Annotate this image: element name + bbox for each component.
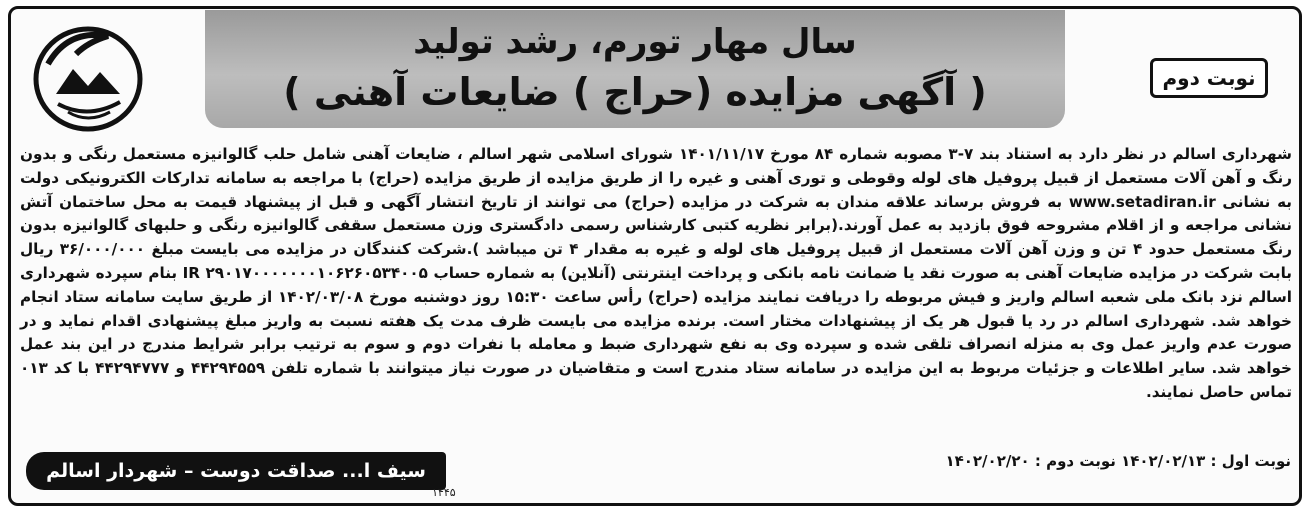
publication-round-badge: نوبت دوم	[1150, 58, 1268, 98]
ad-code: ۱۴۴۵	[432, 486, 456, 499]
signature-bar: سیف ا... صداقت دوست – شهردار اسالم	[26, 452, 446, 490]
notice-title: ( آگهی مزایده (حراج ) ضایعات آهنی )	[283, 70, 987, 114]
municipality-logo-icon	[28, 24, 148, 134]
slogan: سال مهار تورم، رشد تولید	[413, 22, 857, 62]
notice-body: شهرداری اسالم در نظر دارد به استناد بند ۷-۳ مصوبه شماره ۸۴ مورخ ۱۴۰۱/۱۱/۱۷ شورای اسلامی شهر اسالم ، ضایعات آهنی شامل حلب گالوانیزه مستعمل رنگی و بدون رنگ و آهن آلات مستعمل از قبیل پروفیل های لوله وقوطی و توری آهنی و غیره را از طریق مزایده از طریق مزایده (حراج) با مراجعه به سامانه تدارکات الکترونیکی دولت به نشانی www.setadiran.ir به فروش برساند علاقه مندان به شرکت در مزایده (حراج) می توانند از تاریخ انتشار آگهی و قبل از پیشنهاد قیمت به محل ساختمان آتش نشانی مراجعه و از اقلام مشروحه فوق بازدید به عمل آورند.(برابر نظریه کتبی کارشناس رسمی دادگستری وزن مستعمل سقفی گالوانیزه رنگی و حلبهای گالوانیزه بدون رنگ مستعمل حدود ۴ تن و وزن آهن آلات مستعمل از قبیل پروفیل های لوله و غیره به مقدار ۴ تن میباشد ).شرکت کنندگان در مزایده می بایست مبلغ ۳۶/۰۰۰/۰۰۰ ریال بابت شرکت در مزایده ضایعات آهنی به صورت نقد یا ضمانت نامه بانکی و پرداخت اینترنتی (آنلاین) به شماره حساب IR ۲۹۰۱۷۰۰۰۰۰۰۰۱۰۶۲۶۰۵۳۴۰۰۵ بنام سپرده شهرداری اسالم نزد بانک ملی شعبه اسالم واریز و فیش مربوطه را دریافت نمایند مزایده (حراج) رأس ساعت ۱۵:۳۰ روز دوشنبه مورخ ۱۴۰۲/۰۳/۰۸ از طریق سایت سامانه ستاد انجام خواهد شد. شهرداری اسالم در رد یا قبول هر یک از پیشنهادات مختار است. برنده مزایده می بایست ظرف مدت یک هفته نسبت به واریز مبلغ پیشنهادی اقدام نماید و در صورت عدم واریز عمل وی به منزله انصراف تلقی شده و سپرده وی به نفع شهرداری ضبط و معامله با نفرات دوم و سوم به ترتیب برابر شرایط مندرج در این بند عمل خواهد شد. سایر اطلاعات و جزئیات مربوط به این مزایده در سامانه ستاد مندرج است و متقاضیان در صورت نیاز میتوانند با شماره تلفن ۴۴۲۹۴۵۵۹ و ۴۴۲۹۴۷۷۷ با کد ۰۱۳ تماس حاصل نمایند.	[20, 145, 1293, 401]
publication-dates: نوبت اول : ۱۴۰۲/۰۲/۱۳ نوبت دوم : ۱۴۰۲/۰۲/۲۰	[945, 452, 1291, 470]
